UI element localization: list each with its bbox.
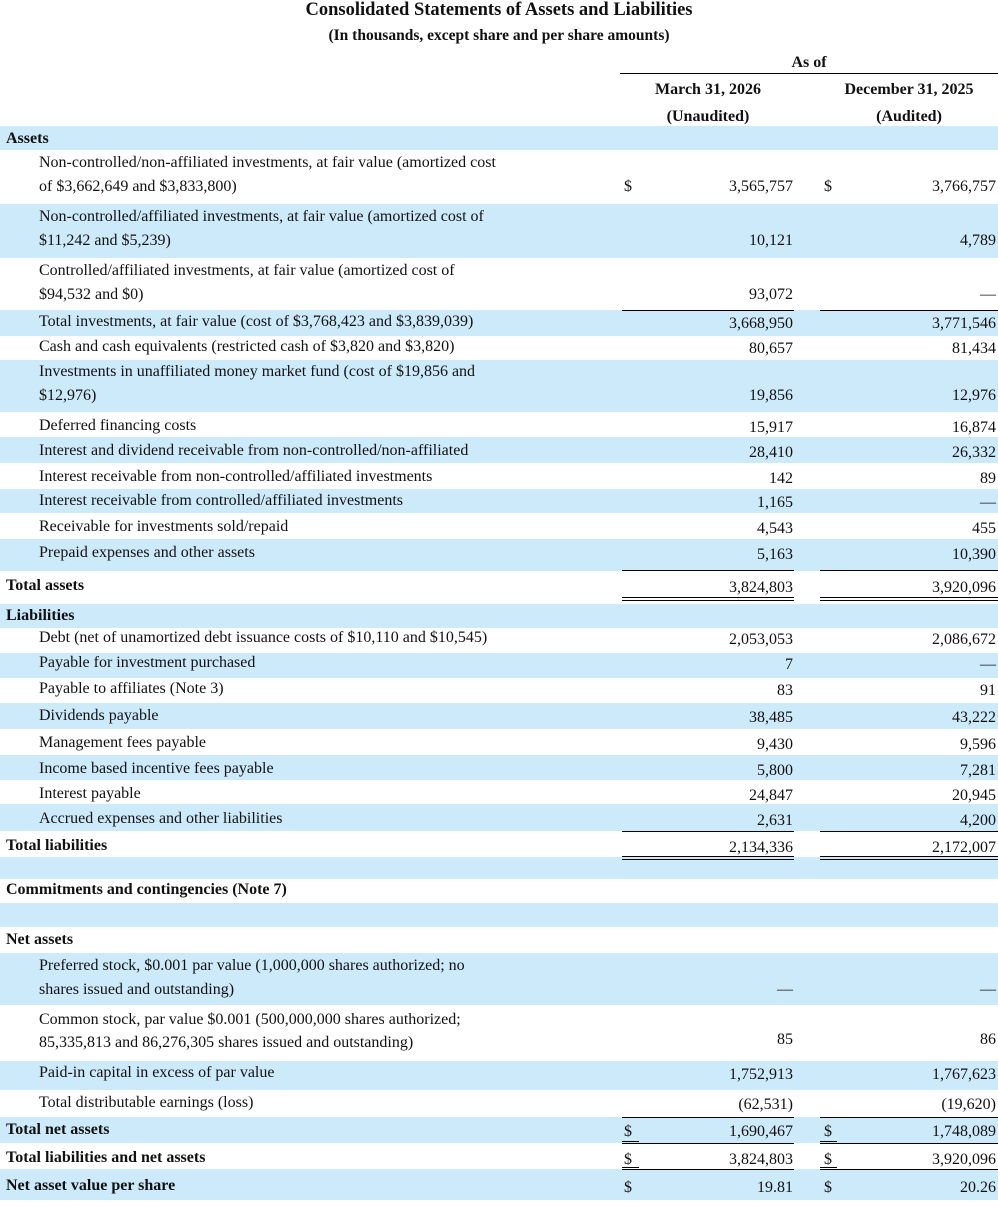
row-label: Interest and dividend receivable from non-controlled/non-affiliated [39, 442, 469, 459]
value-march-2026: 3,824,803 [729, 579, 793, 596]
value-december-2025: (19,620) [941, 1096, 996, 1113]
value-march-2026: 15,917 [749, 419, 793, 436]
value-december-2025: 10,390 [952, 546, 996, 563]
value-march-2026: 24,847 [749, 787, 793, 804]
row-label: Investments in unaffiliated money market fund (cost of $19,856 and [39, 363, 476, 380]
row-label: Total distributable earnings (loss) [39, 1094, 254, 1111]
value-december-2025: 2,086,672 [932, 631, 996, 648]
double-underline [820, 597, 998, 598]
currency-symbol: $ [824, 1151, 832, 1168]
as-of-header: As of [620, 54, 998, 74]
row-label: Non-controlled/non-affiliated investments, at fair value (amortized cost [39, 154, 496, 171]
column-date: December 31, 2025 [844, 81, 974, 98]
currency-symbol: $ [824, 178, 832, 195]
total-underline [622, 1117, 794, 1118]
value-december-2025: 26,332 [952, 444, 996, 461]
statement-row [0, 150, 998, 204]
value-march-2026: 3,565,757 [729, 178, 793, 195]
row-label: 85,335,813 and 86,276,305 shares issued and outstanding) [39, 1034, 414, 1051]
total-underline [820, 310, 998, 311]
statement-row [0, 755, 998, 780]
statement-row [0, 1090, 998, 1117]
column-date: March 31, 2026 [655, 81, 761, 98]
currency-symbol: $ [824, 1123, 832, 1140]
value-march-2026: 38,485 [749, 709, 793, 726]
row-label: Net assets [6, 931, 74, 948]
value-december-2025: 7,281 [960, 762, 996, 779]
value-december-2025: 91 [980, 682, 996, 699]
total-underline [622, 570, 794, 571]
statement-row [0, 310, 998, 336]
value-march-2026: 28,410 [749, 444, 793, 461]
value-march-2026: 80,657 [749, 340, 793, 357]
row-label: Commitments and contingencies (Note 7) [6, 881, 287, 898]
value-december-2025: 89 [980, 470, 996, 487]
statement-row [0, 1061, 998, 1090]
row-label: of $3,662,649 and $3,833,800) [39, 178, 237, 195]
value-december-2025: 1,767,623 [932, 1066, 996, 1083]
value-march-2026: 4,543 [757, 520, 793, 537]
statement-row [0, 653, 998, 678]
row-label: Accrued expenses and other liabilities [39, 810, 283, 827]
value-march-2026: 9,430 [757, 736, 793, 753]
row-band-spacer [0, 857, 998, 879]
total-underline [622, 1143, 794, 1144]
value-december-2025: 20,945 [952, 787, 996, 804]
value-december-2025: 4,789 [960, 232, 996, 249]
value-march-2026: (62,531) [738, 1096, 793, 1113]
double-underline [820, 1141, 837, 1142]
value-march-2026: 5,800 [757, 762, 793, 779]
value-march-2026: 19,856 [749, 387, 793, 404]
statement-row [0, 360, 998, 412]
row-label: Payable for investment purchased [39, 654, 256, 671]
value-december-2025: 455 [972, 520, 996, 537]
currency-symbol: $ [624, 1179, 632, 1196]
value-march-2026: 93,072 [749, 286, 793, 303]
total-underline [820, 1143, 998, 1144]
statement-row [0, 729, 998, 755]
double-underline [622, 600, 794, 601]
statement-row [0, 336, 998, 360]
statement-row [0, 412, 998, 437]
row-label: Interest receivable from controlled/affiliated investments [39, 492, 404, 509]
statement-row [0, 953, 998, 1005]
row-label: Total net assets [6, 1121, 110, 1138]
total-underline [622, 310, 794, 311]
row-label: Preferred stock, $0.001 par value (1,000,000 shares authorized; no [39, 957, 465, 974]
statement-row [0, 463, 998, 489]
value-december-2025: 3,920,096 [932, 579, 996, 596]
row-label: Common stock, par value $0.001 (500,000,000 shares authorized; [39, 1011, 461, 1028]
statement-row [0, 831, 998, 857]
value-december-2025: — [980, 286, 996, 303]
row-label: Dividends payable [39, 707, 159, 724]
value-december-2025: 3,766,757 [932, 178, 996, 195]
value-december-2025: 3,920,096 [932, 1151, 996, 1168]
value-december-2025: 20.26 [960, 1179, 996, 1196]
value-march-2026: 5,163 [757, 546, 793, 563]
value-march-2026: 1,690,467 [729, 1123, 793, 1140]
row-label: Total liabilities and net assets [6, 1149, 206, 1166]
double-underline [622, 856, 794, 857]
value-march-2026: 19.81 [757, 1179, 793, 1196]
statement-row [0, 628, 998, 653]
row-label: Total liabilities [6, 837, 108, 854]
statement-row [0, 489, 998, 513]
row-label: Deferred financing costs [39, 417, 197, 434]
statement-row [0, 1005, 998, 1061]
total-underline [622, 831, 794, 832]
statement-subtitle: (In thousands, except share and per share amounts) [328, 27, 670, 44]
row-label: $94,532 and $0) [39, 286, 144, 303]
value-december-2025: 9,596 [960, 736, 996, 753]
currency-symbol: $ [624, 178, 632, 195]
statement-row [0, 780, 998, 804]
statement-row [0, 879, 998, 903]
value-march-2026: 2,053,053 [729, 631, 793, 648]
statement-row [0, 126, 998, 150]
statement-row [0, 804, 998, 831]
column-note: (Unaudited) [666, 108, 750, 125]
row-label: Paid-in capital in excess of par value [39, 1064, 275, 1081]
double-underline [622, 1167, 639, 1168]
total-underline [820, 1117, 998, 1118]
row-label: Management fees payable [39, 734, 207, 751]
row-label: Prepaid expenses and other assets [39, 544, 255, 561]
column-note: (Audited) [876, 108, 942, 125]
statement-title: Consolidated Statements of Assets and Liabilities [305, 0, 693, 20]
value-march-2026: — [777, 981, 793, 998]
statement-row [0, 437, 998, 463]
double-underline [622, 597, 794, 598]
row-label: Assets [6, 130, 49, 147]
double-underline [820, 600, 998, 601]
row-band-spacer [0, 903, 998, 927]
statement-row [0, 539, 998, 571]
row-label: Payable to affiliates (Note 3) [39, 680, 224, 697]
total-underline [622, 1169, 794, 1170]
row-label: Controlled/affiliated investments, at fair value (amortized cost of [39, 262, 455, 279]
value-march-2026: 10,121 [749, 232, 793, 249]
statement-row [0, 513, 998, 539]
total-underline [820, 1169, 998, 1170]
row-label: Income based incentive fees payable [39, 760, 274, 777]
value-december-2025: 43,222 [952, 709, 996, 726]
double-underline [622, 859, 794, 860]
total-underline [820, 570, 998, 571]
value-december-2025: — [980, 494, 996, 511]
value-december-2025: 12,976 [952, 387, 996, 404]
double-underline [820, 1167, 837, 1168]
row-label: shares issued and outstanding) [39, 981, 235, 998]
total-underline [820, 831, 998, 832]
value-december-2025: 1,748,089 [932, 1123, 996, 1140]
row-label: Total investments, at fair value (cost of $3,768,423 and $3,839,039) [39, 313, 474, 330]
value-december-2025: 86 [980, 1031, 996, 1048]
row-label: Non-controlled/affiliated investments, at fair value (amortized cost of [39, 208, 484, 225]
row-label: Debt (net of unamortized debt issuance costs of $10,110 and $10,545) [39, 629, 488, 646]
statement-row [0, 1169, 998, 1200]
value-march-2026: 2,134,336 [729, 839, 793, 856]
row-label: Total assets [6, 577, 85, 594]
row-label: Cash and cash equivalents (restricted cash of $3,820 and $3,820) [39, 338, 455, 355]
value-december-2025: 16,874 [952, 419, 996, 436]
value-march-2026: 1,752,913 [729, 1066, 793, 1083]
column-header-december-2025 [820, 80, 998, 127]
row-label: Interest payable [39, 785, 141, 802]
value-march-2026: 7 [785, 656, 793, 673]
value-march-2026: 1,165 [757, 494, 793, 511]
row-label: Interest receivable from non-controlled/affiliated investments [39, 468, 433, 485]
row-label: Receivable for investments sold/repaid [39, 518, 289, 535]
currency-symbol: $ [624, 1123, 632, 1140]
row-label: Net asset value per share [6, 1177, 176, 1194]
value-march-2026: 3,668,950 [729, 315, 793, 332]
statement-row [0, 258, 998, 310]
value-march-2026: 3,824,803 [729, 1151, 793, 1168]
double-underline [622, 1141, 639, 1142]
currency-symbol: $ [824, 1179, 832, 1196]
statement-row [0, 204, 998, 258]
row-label: $11,242 and $5,239) [39, 232, 171, 249]
statement-row [0, 703, 998, 729]
double-underline [820, 859, 998, 860]
value-december-2025: — [980, 981, 996, 998]
value-march-2026: 2,631 [757, 812, 793, 829]
value-december-2025: 81,434 [952, 340, 996, 357]
value-march-2026: 142 [769, 470, 793, 487]
row-label: Liabilities [6, 607, 75, 624]
statement-row [0, 927, 998, 953]
value-december-2025: 4,200 [960, 812, 996, 829]
value-march-2026: 85 [777, 1031, 793, 1048]
statement-row [0, 1143, 998, 1169]
value-december-2025: 3,771,546 [932, 315, 996, 332]
statement-row [0, 678, 998, 703]
statement-row [0, 604, 998, 628]
value-march-2026: 83 [777, 682, 793, 699]
statement-row [0, 1117, 998, 1143]
double-underline [820, 856, 998, 857]
value-december-2025: 2,172,007 [932, 839, 996, 856]
row-label: $12,976) [39, 387, 97, 404]
value-december-2025: — [980, 656, 996, 673]
currency-symbol: $ [624, 1151, 632, 1168]
column-header-march-2026 [622, 80, 794, 127]
